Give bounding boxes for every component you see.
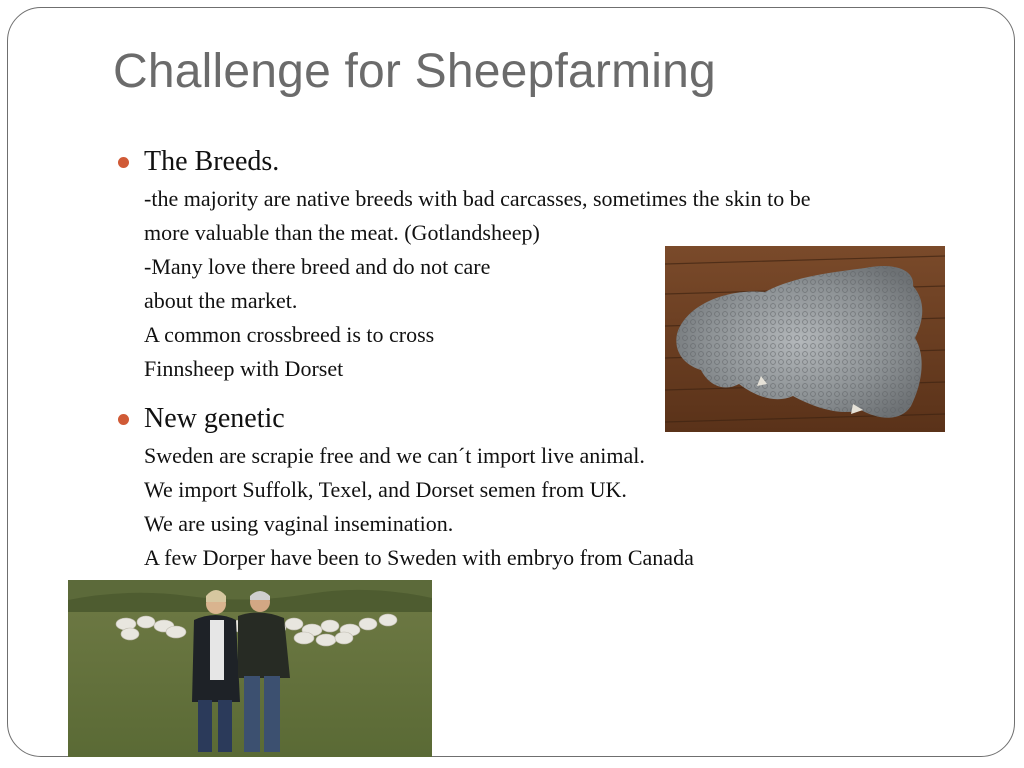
bullet-text-line: -the majority are native breeds with bad carcasses, sometimes the skin to be — [144, 186, 811, 211]
bullet-text-line: -Many love there breed and do not care — [144, 254, 491, 279]
slide-title: Challenge for Sheepfarming — [113, 45, 716, 98]
sheepskin-photo — [665, 246, 945, 432]
farm-image — [68, 580, 432, 757]
bullet-text-line: Sweden are scrapie free and we can´t import live animal. — [144, 443, 645, 468]
bullet-text-line: Finnsheep with Dorset — [144, 356, 344, 381]
farm-photo — [68, 580, 432, 757]
sheepskin-image — [665, 246, 945, 432]
bullet-dot — [118, 414, 129, 425]
bullet-text-line: We are using vaginal insemination. — [144, 511, 454, 536]
bullet-text-line: A common crossbreed is to cross — [144, 322, 435, 347]
bullet-text-line: about the market. — [144, 288, 298, 313]
bullet-text-line: more valuable than the meat. (Gotlandsheep) — [144, 220, 540, 245]
bullet-text-line: A few Dorper have been to Sweden with embryo from Canada — [144, 545, 694, 570]
bullet-heading: The Breeds. — [144, 146, 280, 177]
bullet-text-line: We import Suffolk, Texel, and Dorset semen from UK. — [144, 477, 627, 502]
bullet-dot — [118, 157, 129, 168]
bullet-heading: New genetic — [144, 403, 285, 434]
